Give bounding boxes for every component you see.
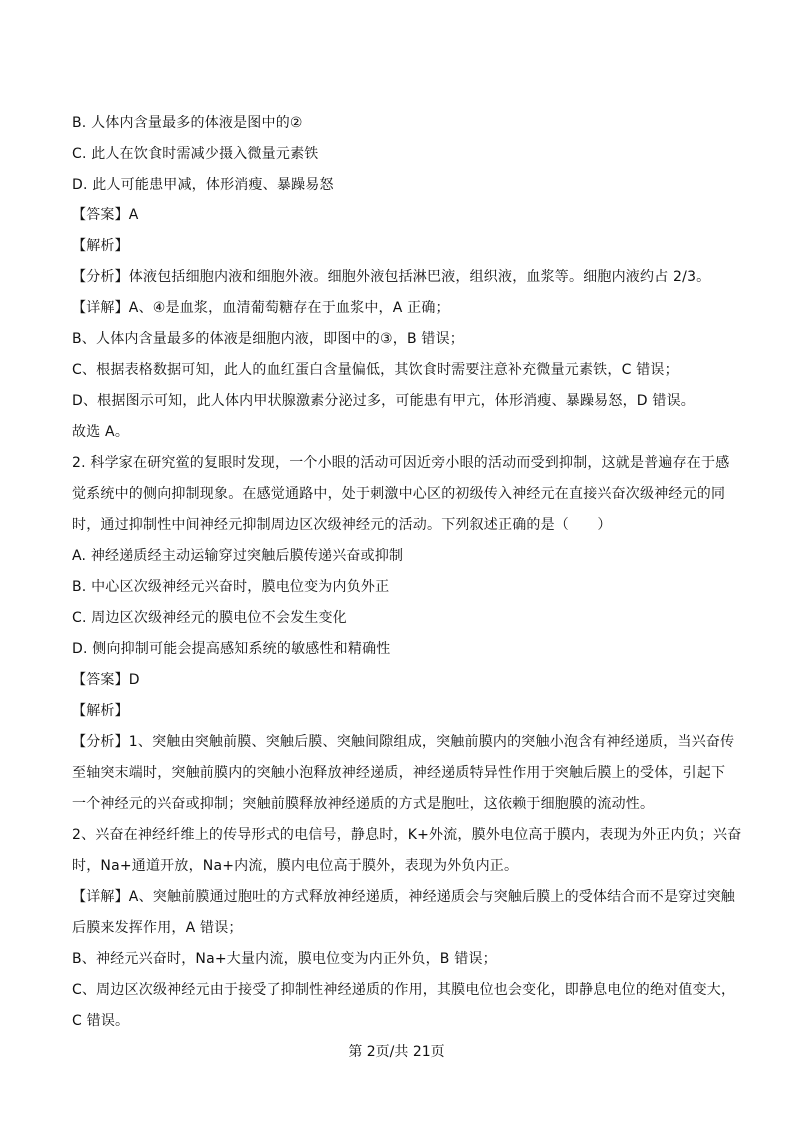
text-line: 【分析】1、突触由突触前膜、突触后膜、突触间隙组成，突触前膜内的突触小泡含有神经递质，当兴奋传 xyxy=(72,734,735,750)
text-line: 【详解】A、突触前膜通过胞吐的方式释放神经递质，神经递质会与突触后膜上的受体结合而不是穿过突触 xyxy=(72,889,735,905)
text-line: 觉系统中的侧向抑制现象。在感觉通路中，处于刺激中心区的初级传入神经元在直接兴奋次级神经元的同 xyxy=(72,486,726,502)
text-line: 【分析】体液包括细胞内液和细胞外液。细胞外液包括淋巴液，组织液，血浆等。细胞内液约占 2/3。 xyxy=(72,269,711,285)
text-line: B、人体内含量最多的体液是细胞内液，即图中的③，B 错误； xyxy=(72,331,465,347)
text-line: D. 侧向抑制可能会提高感知系统的敏感性和精确性 xyxy=(72,641,391,657)
text-line: 【详解】A、④是血浆，血清葡萄糖存在于血浆中，A 正确； xyxy=(72,300,450,316)
text-line: 故选 A。 xyxy=(72,424,130,440)
text-line: 后膜来发挥作用，A 错误； xyxy=(72,920,243,936)
text-line: C、根据表格数据可知，此人的血红蛋白含量偏低，其饮食时需要注意补充微量元素铁，C 错误； xyxy=(72,362,679,378)
text-line: B、神经元兴奋时，Na+大量内流，膜电位变为内正外负，B 错误； xyxy=(72,951,497,967)
page-number-footer: 第 2页/共 21页 xyxy=(348,1044,445,1060)
text-line: 至轴突末端时，突触前膜内的突触小泡释放神经递质，神经递质特异性作用于突触后膜上的受体，引起下 xyxy=(72,765,726,781)
text-line: 时，通过抑制性中间神经元抑制周边区次级神经元的活动。下列叙述正确的是（ ） xyxy=(72,517,612,533)
text-line: B. 人体内含量最多的体液是图中的② xyxy=(72,115,303,131)
text-line: A. 神经递质经主动运输穿过突触后膜传递兴奋或抑制 xyxy=(72,548,404,564)
text-line: 2. 科学家在研究鲎的复眼时发现，一个小眼的活动可因近旁小眼的活动而受到抑制，这就是普遍存在于感 xyxy=(72,455,730,471)
text-line: C 错误。 xyxy=(72,1013,130,1029)
text-line: C. 周边区次级神经元的膜电位不会发生变化 xyxy=(72,610,347,626)
text-line: 【答案】D xyxy=(72,672,140,688)
text-line: C、周边区次级神经元由于接受了抑制性神经递质的作用，其膜电位也会变化，即静息电位的绝对值变大， xyxy=(72,982,736,998)
text-line: 【解析】 xyxy=(72,238,129,254)
text-line: 【解析】 xyxy=(72,703,129,719)
text-line: 2、兴奋在神经纤维上的传导形式的电信号，静息时，K+外流，膜外电位高于膜内，表现为外正内负；兴奋 xyxy=(72,827,742,843)
text-line: D、根据图示可知，此人体内甲状腺激素分泌过多，可能患有甲亢，体形消瘦、暴躁易怒，D 错误。 xyxy=(72,393,696,409)
text-line: B. 中心区次级神经元兴奋时，膜电位变为内负外正 xyxy=(72,579,390,595)
text-line: C. 此人在饮食时需减少摄入微量元素铁 xyxy=(72,146,319,162)
text-line: 一个神经元的兴奋或抑制；突触前膜释放神经递质的方式是胞吐，这依赖于细胞膜的流动性。 xyxy=(72,796,655,812)
text-line: 【答案】A xyxy=(72,207,139,223)
text-line: 时，Na+通道开放，Na+内流，膜内电位高于膜外，表现为外负内正。 xyxy=(72,858,519,874)
text-line: D. 此人可能患甲减，体形消瘦、暴躁易怒 xyxy=(72,177,334,193)
